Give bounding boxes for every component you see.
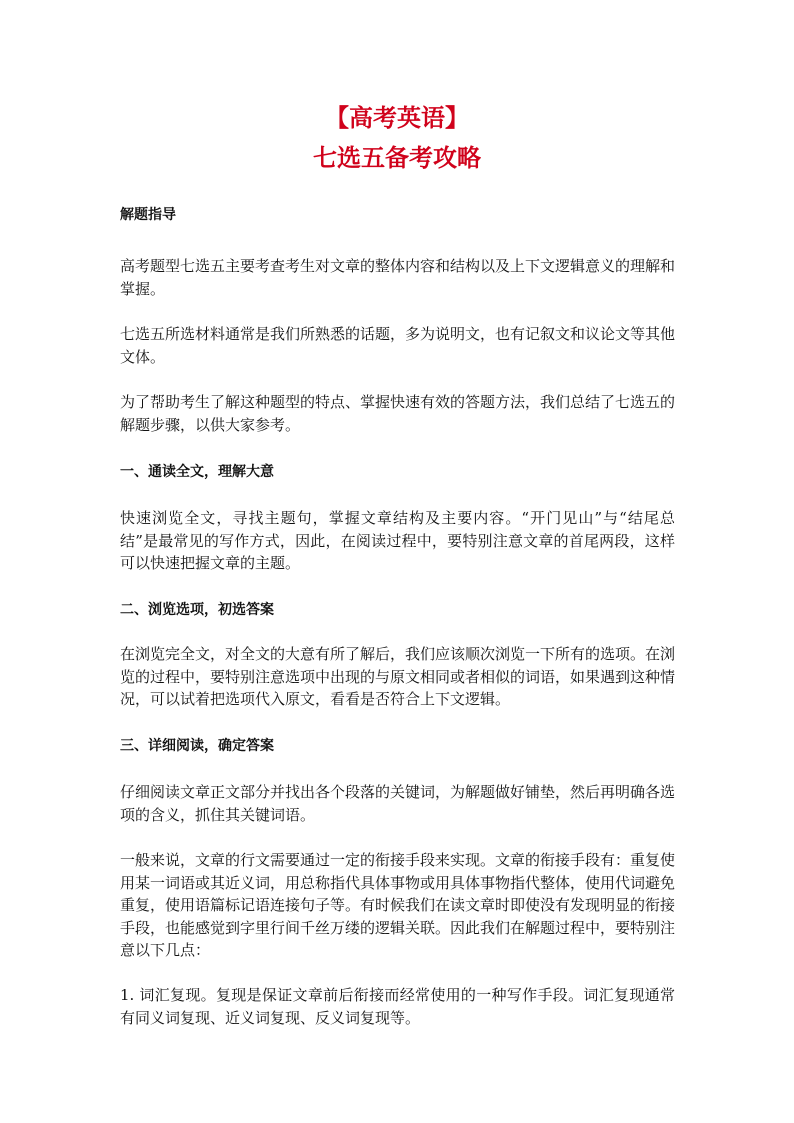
doc-subtitle: 七选五备考攻略 — [313, 143, 481, 172]
paragraph-7: 一般来说，文章的行文需要通过一定的衔接手段来实现。文章的衔接手段有：重复使用某一词语或其近义词，用总称指代具体事物或用具体事物指代整体，使用代词避免重复，使用语篇标记语连接句子等。有时候我们在读文章时即使没有发现明显的衔接手段，也能感觉到字里行间千丝万缕的逻辑关联。因此我们在解题过程中，要特别注意以下几点： — [120, 851, 676, 959]
paragraph-1: 高考题型七选五主要考查考生对文章的整体内容和结构以及上下文逻辑意义的理解和掌握。 — [120, 257, 676, 298]
step-heading-2: 二、浏览选项，初选答案 — [120, 602, 274, 618]
paragraph-8: 1. 词汇复现。复现是保证文章前后衔接而经常使用的一种写作手段。词汇复现通常有同义词复现、近义词复现、反义词复现等。 — [120, 986, 675, 1027]
step-heading-3: 三、详细阅读，确定答案 — [120, 738, 274, 754]
paragraph-4: 快速浏览全文，寻找主题句，掌握文章结构及主要内容。“开门见山”与“结尾总结”是最常见的写作方式，因此，在阅读过程中，要特别注意文章的首尾两段，这样可以快速把握文章的主题。 — [120, 509, 675, 572]
doc-title: 【高考英语】 — [325, 103, 469, 132]
paragraph-6: 仔细阅读文章正文部分并找出各个段落的关键词，为解题做好铺垫，然后再明确各选项的含义，抓住其关键词语。 — [120, 783, 676, 824]
paragraph-2: 七选五所选材料通常是我们所熟悉的话题，多为说明文，也有记叙文和议论文等其他文体。 — [120, 325, 676, 366]
step-heading-1: 一、通读全文，理解大意 — [120, 464, 274, 480]
paragraph-3: 为了帮助考生了解这种题型的特点、掌握快速有效的答题方法，我们总结了七选五的解题步骤，以供大家参考。 — [120, 393, 676, 434]
section-heading-guide: 解题指导 — [120, 207, 176, 223]
paragraph-5: 在浏览完全文，对全文的大意有所了解后，我们应该顺次浏览一下所有的选项。在浏览的过程中，要特别注意选项中出现的与原文相同或者相似的词语，如果遇到这种情况，可以试着把选项代入原文，看看是否符合上下文逻辑。 — [120, 645, 676, 708]
